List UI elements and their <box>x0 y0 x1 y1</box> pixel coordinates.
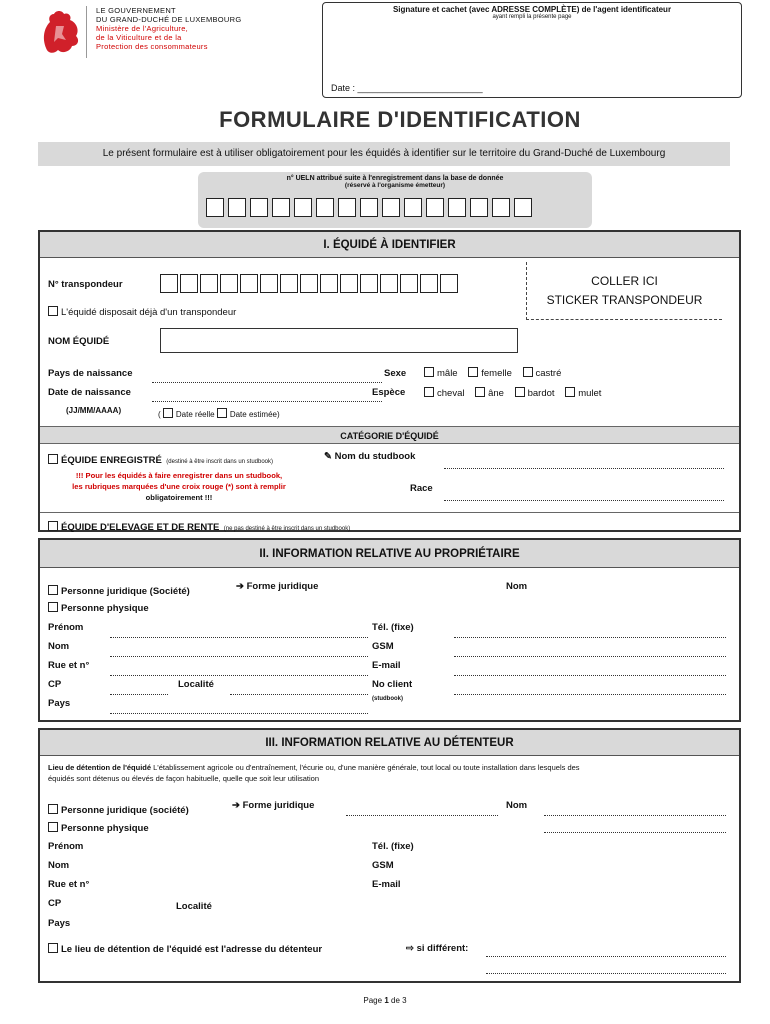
transponder-digit-box[interactable] <box>420 274 438 293</box>
species-options <box>424 387 601 399</box>
ueln-line1: n° UELN attribué suite à l'enregistrement dans la base de donnée <box>286 175 504 182</box>
holder-same-address-checkbox[interactable] <box>48 943 58 953</box>
owner-tel-label: Tél. (fixe) <box>372 622 414 633</box>
page-title: FORMULAIRE D'IDENTIFICATION <box>219 107 581 132</box>
section-equide <box>38 230 741 532</box>
ueln-digit-box[interactable] <box>382 198 400 217</box>
sticker-line1: COLLER ICI <box>591 274 658 288</box>
horse-name-input[interactable] <box>160 328 518 353</box>
species-donkey-checkbox[interactable] <box>475 387 485 397</box>
transponder-digit-box[interactable] <box>160 274 178 293</box>
gov-line2: DU GRAND-DUCHÉ DE LUXEMBOURG <box>96 15 242 24</box>
sex-female-checkbox[interactable] <box>468 367 478 377</box>
holder-def-text1: L'établissement agricole ou d'entraînement, l'écurie ou, d'une manière générale, tout local ou toute installation dans lesquels des <box>151 763 580 772</box>
breeding-checkbox[interactable] <box>48 521 58 531</box>
owner-locality-label: Localité <box>178 679 214 690</box>
owner-email-field[interactable] <box>454 675 726 676</box>
studbook-warning <box>44 470 314 503</box>
transponder-digit-box[interactable] <box>440 274 458 293</box>
ueln-digit-box[interactable] <box>470 198 488 217</box>
holder-name-right-field[interactable] <box>544 815 726 816</box>
owner-client-field[interactable] <box>454 694 726 695</box>
ueln-digit-box[interactable] <box>250 198 268 217</box>
breeding-label: ÉQUIDE D'ELEVAGE ET DE RENTE <box>61 522 220 533</box>
ueln-digit-box[interactable] <box>426 198 444 217</box>
holder-name-label: Nom <box>48 860 70 871</box>
species-hinny-label: bardot <box>527 388 555 399</box>
sex-options <box>424 367 561 379</box>
government-logo <box>36 8 84 58</box>
sex-castrated-label: castré <box>535 368 562 379</box>
section-holder <box>38 728 741 983</box>
species-donkey-label: âne <box>488 388 504 399</box>
red-lion-icon <box>36 8 84 58</box>
sex-male-label: mâle <box>437 368 458 379</box>
holder-natural-option[interactable] <box>48 818 149 836</box>
owner-name-field[interactable] <box>110 656 368 657</box>
holder-definition <box>48 762 734 784</box>
holder-def-text2: équidés sont détenus ou élevés de façon habituelle, quelle que soit leur utilisation <box>48 774 320 783</box>
holder-cp-label: CP <box>48 898 62 909</box>
species-mule-label: mulet <box>578 388 602 399</box>
species-horse-label: cheval <box>437 388 465 399</box>
holder-natural-checkbox[interactable] <box>48 822 58 832</box>
ueln-digit-box[interactable] <box>360 198 378 217</box>
registered-option[interactable] <box>48 450 273 468</box>
transponder-digit-box[interactable] <box>200 274 218 293</box>
owner-country-label: Pays <box>48 698 71 709</box>
birth-date-field[interactable] <box>152 401 382 402</box>
owner-tel-field[interactable] <box>454 637 726 638</box>
warning-line3: obligatoirement !!! <box>145 493 213 502</box>
breeding-note: (ne pas destiné à être inscrit dans un studbook) <box>223 526 351 532</box>
race-label: Race <box>410 483 433 494</box>
arrow-right-icon: ➔ <box>232 800 243 811</box>
owner-natural-option[interactable] <box>48 598 149 616</box>
holder-natural-label: Personne physique <box>61 823 149 834</box>
gov-line1: LE GOUVERNEMENT <box>96 6 176 15</box>
transponder-digit-box[interactable] <box>280 274 298 293</box>
arrow-right-icon: ➔ <box>236 581 247 592</box>
owner-street-label: Rue et n° <box>48 660 90 671</box>
transponder-digit-box[interactable] <box>180 274 198 293</box>
holder-if-different-field[interactable] <box>486 956 726 957</box>
sex-male-checkbox[interactable] <box>424 367 434 377</box>
holder-firstname-label: Prénom <box>48 841 84 852</box>
owner-natural-checkbox[interactable] <box>48 602 58 612</box>
warning-line2: les rubriques marquées d'une croix rouge (*) sont à remplir <box>72 482 286 491</box>
transponder-digit-box[interactable] <box>380 274 398 293</box>
page-mid: de <box>391 996 400 1005</box>
name-label: NOM ÉQUIDÉ <box>48 336 110 347</box>
transponder-label: N° transpondeur <box>48 279 123 290</box>
breeding-option[interactable] <box>48 517 350 535</box>
owner-name-label: Nom <box>48 641 70 652</box>
holder-legal-form-label <box>232 800 314 811</box>
transponder-digit-boxes[interactable] <box>160 274 460 298</box>
holder-same-address-option[interactable] <box>48 943 322 955</box>
holder-if-different-label <box>406 943 468 954</box>
ueln-digit-box[interactable] <box>514 198 532 217</box>
had-transponder-option[interactable] <box>48 306 236 318</box>
owner-legal-label: Personne juridique (Société) <box>61 586 190 597</box>
arrow-outline-icon: ⇨ <box>406 943 417 954</box>
signature-box[interactable] <box>322 2 742 98</box>
category-title: CATÉGORIE D'ÉQUIDÉ <box>40 426 739 444</box>
ueln-digit-box[interactable] <box>272 198 290 217</box>
holder-if-different-text: si différent: <box>416 943 469 954</box>
section2-title: II. INFORMATION RELATIVE AU PROPRIÉTAIRE <box>40 540 739 568</box>
date-real-label: Date réelle <box>175 410 215 419</box>
ueln-digit-box[interactable] <box>338 198 356 217</box>
studbook-name-text: Nom du studbook <box>334 451 416 462</box>
date-open-paren: ( <box>158 410 161 419</box>
signature-subtitle: ayant rempli la présente page <box>492 14 572 20</box>
ueln-digit-box[interactable] <box>404 198 422 217</box>
studbook-name-label <box>324 451 415 462</box>
ueln-digit-box[interactable] <box>294 198 312 217</box>
transponder-digit-box[interactable] <box>400 274 418 293</box>
owner-street-field[interactable] <box>110 675 368 676</box>
owner-firstname-label: Prénom <box>48 622 84 633</box>
page-prefix: Page <box>363 996 383 1005</box>
transponder-digit-box[interactable] <box>300 274 318 293</box>
transponder-digit-box[interactable] <box>240 274 258 293</box>
date-real-checkbox[interactable] <box>163 408 173 418</box>
section1-title: I. ÉQUIDÉ À IDENTIFIER <box>40 232 739 258</box>
species-label: Espèce <box>372 387 406 398</box>
date-format-label: (JJ/MM/AAAA) <box>66 406 122 415</box>
sticker-area[interactable] <box>526 262 722 320</box>
birth-country-label: Pays de naissance <box>48 368 133 379</box>
owner-country-field[interactable] <box>110 713 368 714</box>
studbook-name-field[interactable] <box>444 468 724 469</box>
holder-street-label: Rue et n° <box>48 879 90 890</box>
registered-checkbox[interactable] <box>48 454 58 464</box>
holder-def-bold: Lieu de détention de l'équidé <box>48 763 152 772</box>
owner-locality-field[interactable] <box>230 694 368 695</box>
ministry-line3: Protection des consommateurs <box>96 42 208 51</box>
date-estimated-checkbox[interactable] <box>217 408 227 418</box>
section3-title: III. INFORMATION RELATIVE AU DÉTENTEUR <box>40 730 739 756</box>
holder-name-right-field2[interactable] <box>544 832 726 833</box>
breeding-divider <box>40 512 739 513</box>
warning-line1: !!! Pour les équidés à faire enregistrer dans un studbook, <box>75 471 283 480</box>
transponder-digit-box[interactable] <box>340 274 358 293</box>
owner-cp-field[interactable] <box>110 694 168 695</box>
birth-country-field[interactable] <box>152 382 382 383</box>
owner-legal-form-label <box>236 581 318 592</box>
owner-client-label: No client <box>372 679 413 690</box>
date-estimated-label: Date estimée) <box>229 410 280 419</box>
holder-legal-checkbox[interactable] <box>48 804 58 814</box>
page-number <box>0 996 770 1005</box>
ueln-digit-boxes[interactable] <box>206 198 592 222</box>
transponder-digit-box[interactable] <box>320 274 338 293</box>
race-field[interactable] <box>444 500 724 501</box>
date-type-options <box>158 408 280 419</box>
ueln-digit-box[interactable] <box>492 198 510 217</box>
ueln-digit-box[interactable] <box>228 198 246 217</box>
registered-note: (destiné à être inscrit dans un studbook) <box>166 459 274 465</box>
holder-legal-form-field[interactable] <box>346 815 498 816</box>
had-transponder-checkbox[interactable] <box>48 306 58 316</box>
species-mule-checkbox[interactable] <box>565 387 575 397</box>
had-transponder-label: L'équidé disposait déjà d'un transpondeur <box>61 307 237 318</box>
holder-legal-form-text: Forme juridique <box>242 800 315 811</box>
holder-legal-label: Personne juridique (société) <box>61 805 189 816</box>
holder-tel-label: Tél. (fixe) <box>372 841 414 852</box>
ueln-digit-box[interactable] <box>448 198 466 217</box>
transponder-digit-box[interactable] <box>220 274 238 293</box>
page-current: 1 <box>384 996 389 1005</box>
owner-client-sub: (studbook) <box>372 696 403 702</box>
holder-country-label: Pays <box>48 918 71 929</box>
species-hinny-checkbox[interactable] <box>515 387 525 397</box>
date-field[interactable]: Date : _________________________ <box>331 83 483 93</box>
ueln-box <box>198 172 592 228</box>
sex-label: Sexe <box>384 368 407 379</box>
owner-legal-option[interactable] <box>48 581 190 599</box>
sex-female-label: femelle <box>481 368 512 379</box>
ueln-digit-box[interactable] <box>206 198 224 217</box>
holder-if-different-field2[interactable] <box>486 973 726 974</box>
ministry-line1: Ministère de l'Agriculture, <box>96 24 189 33</box>
logo-divider <box>86 6 89 58</box>
birth-date-label: Date de naissance <box>48 387 131 398</box>
signature-title: Signature et cachet (avec ADRESSE COMPLÈTE) de l'agent identificateur <box>392 5 672 14</box>
pencil-icon: ✎ <box>324 451 335 462</box>
owner-email-label: E-mail <box>372 660 401 671</box>
ministry-line2: de la Viticulture et de la <box>96 33 182 42</box>
section-owner <box>38 538 741 722</box>
ueln-line2: (réservé à l'organisme émetteur) <box>344 182 446 189</box>
owner-gsm-field[interactable] <box>454 656 726 657</box>
owner-firstname-field[interactable] <box>110 637 368 638</box>
intro-banner: Le présent formulaire est à utiliser obligatoirement pour les équidés à identifier sur le territoire du Grand-Duché de Luxembourg <box>38 142 730 166</box>
owner-natural-label: Personne physique <box>61 603 149 614</box>
species-horse-checkbox[interactable] <box>424 387 434 397</box>
sex-castrated-checkbox[interactable] <box>523 367 533 377</box>
owner-legal-checkbox[interactable] <box>48 585 58 595</box>
holder-locality-label: Localité <box>176 901 212 912</box>
holder-email-label: E-mail <box>372 879 401 890</box>
transponder-digit-box[interactable] <box>360 274 378 293</box>
holder-gsm-label: GSM <box>372 860 394 871</box>
owner-cp-label: CP <box>48 679 62 690</box>
registered-label: ÉQUIDE ENREGISTRÉ <box>61 455 162 466</box>
page-total: 3 <box>402 996 407 1005</box>
owner-name-right-label: Nom <box>506 581 528 592</box>
holder-same-address-label: Le lieu de détention de l'équidé est l'adresse du détenteur <box>61 944 323 955</box>
holder-name-right-label: Nom <box>506 800 528 811</box>
ueln-digit-box[interactable] <box>316 198 334 217</box>
sticker-line2: STICKER TRANSPONDEUR <box>546 293 703 307</box>
owner-legal-form-text: Forme juridique <box>246 581 319 592</box>
government-text <box>96 6 242 51</box>
holder-legal-option[interactable] <box>48 800 189 818</box>
transponder-digit-box[interactable] <box>260 274 278 293</box>
owner-gsm-label: GSM <box>372 641 394 652</box>
